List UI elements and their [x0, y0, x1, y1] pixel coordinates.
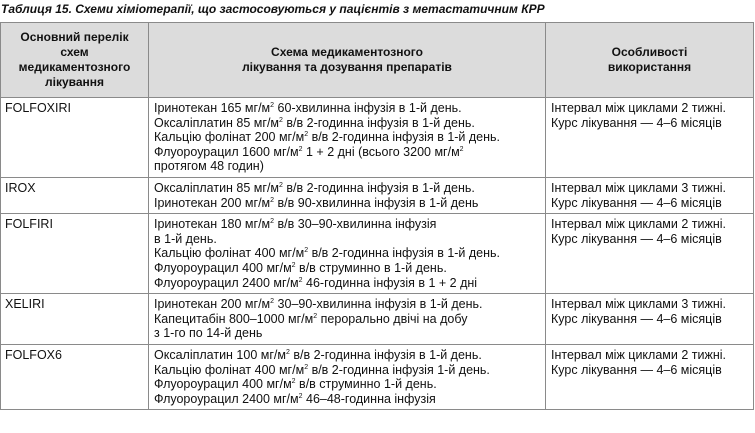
dosing-line: [154, 181, 541, 196]
dosing-line: [154, 348, 541, 363]
table-row: [1, 344, 754, 409]
table-row: [1, 294, 754, 345]
dosing-text: в/в струминно 1-й день.: [295, 377, 437, 392]
dosing-text: в/в 2-годинна інфузія 1-й день.: [308, 362, 490, 377]
header-line: Схема медикаментозного: [271, 45, 423, 59]
table-row: [1, 98, 754, 178]
usage-note-line: Інтервал між циклами 2 тижні.: [551, 347, 726, 362]
unit-exponent: 2: [270, 196, 275, 204]
dosing-line: [154, 246, 541, 261]
dosing-text: в/в 2-годинна інфузія в 1-й день.: [308, 130, 501, 145]
table-body: [1, 98, 754, 410]
unit-exponent: 2: [298, 145, 303, 153]
usage-note-line: Інтервал між циклами 2 тижні.: [551, 101, 726, 115]
usage-note-line: Курс лікування — 4–6 місяців: [551, 311, 722, 326]
header-line: Основний перелік: [20, 30, 129, 44]
table-row: [1, 177, 754, 213]
dosing-text: 30–90-хвилинна інфузія в 1-й день.: [274, 297, 483, 312]
unit-exponent: 2: [313, 312, 318, 320]
usage-notes-cell: [546, 214, 754, 294]
dosing-text: Кальцію фолінат 400 мг/м: [154, 246, 305, 261]
dosing-text: Капецитабін 800–1000 мг/м: [154, 311, 314, 326]
usage-note-line: Курс лікування — 4–6 місяців: [551, 195, 722, 210]
unit-exponent: 2: [298, 392, 303, 400]
dosing-line: [154, 130, 541, 145]
unit-exponent: 2: [304, 363, 309, 371]
header-line: лікування: [44, 75, 105, 89]
dosing-line: [154, 297, 541, 312]
dosing-line: [154, 392, 541, 407]
table-row: [1, 214, 754, 294]
dosing-line: [154, 145, 541, 160]
table-caption: Таблиця 15. Схеми хіміотерапії, що застосовуються у пацієнтів з метастатичним КРР: [1, 2, 545, 16]
unit-exponent: 2: [270, 218, 275, 226]
dosing-line: [154, 116, 541, 131]
unit-exponent: 2: [291, 261, 296, 269]
dosing-text: 46-годинна інфузія в 1 + 2 дні: [302, 275, 478, 290]
dosing-text: 1 + 2 дні (всього 3200 мг/м: [302, 144, 460, 159]
regimen-name: FOLFIRI: [1, 214, 149, 294]
usage-note-line: Курс лікування — 4–6 місяців: [551, 115, 722, 130]
header-usage-notes: [546, 23, 754, 98]
chemotherapy-regimens-table: [0, 22, 754, 410]
dosing-text: в/в 2-годинна інфузія в 1-й день.: [308, 246, 501, 261]
dosing-line: [154, 326, 541, 341]
dosing-text: в/в 2-годинна інфузія в 1-й день.: [289, 347, 482, 362]
header-line: лікування та дозування препаратів: [242, 60, 452, 74]
dosing-cell: [149, 294, 546, 345]
dosing-cell: [149, 214, 546, 294]
unit-exponent: 2: [298, 276, 303, 284]
dosing-text: в 1-й день.: [154, 231, 217, 246]
header-regimen-list: [1, 23, 149, 98]
unit-exponent: 2: [459, 145, 464, 153]
unit-exponent: 2: [270, 102, 275, 109]
regimen-name: FOLFOX6: [1, 344, 149, 409]
dosing-text: в/в 30–90-хвилинна інфузія: [274, 217, 437, 232]
usage-note-line: Інтервал між циклами 3 тижні.: [551, 297, 726, 312]
dosing-text: Флуороурацил 2400 мг/м: [154, 391, 299, 406]
dosing-text: Іринотекан 165 мг/м: [154, 101, 271, 115]
dosing-text: в/в 2-годинна інфузія в 1-й день.: [282, 180, 475, 195]
unit-exponent: 2: [285, 348, 290, 356]
regimen-name: IROX: [1, 177, 149, 213]
dosing-text: Флуороурацил 400 мг/м: [154, 260, 292, 275]
dosing-text: 60-хвилинна інфузія в 1-й день.: [274, 101, 462, 115]
dosing-text: Кальцію фолінат 400 мг/м: [154, 362, 305, 377]
dosing-line: [154, 312, 541, 327]
dosing-text: Оксаліплатин 85 мг/м: [154, 180, 280, 195]
dosing-text: перорально двічі на добу: [317, 311, 468, 326]
dosing-text: з 1-го по 14-й день: [154, 326, 263, 341]
dosing-line: [154, 377, 541, 392]
usage-notes-cell: [546, 344, 754, 409]
dosing-text: Іринотекан 200 мг/м: [154, 195, 271, 210]
header-line: Особливості: [611, 45, 688, 59]
dosing-cell: [149, 344, 546, 409]
dosing-line: [154, 261, 541, 276]
unit-exponent: 2: [304, 131, 309, 139]
dosing-text: в/в 2-годинна інфузія в 1-й день.: [282, 115, 475, 130]
dosing-text: в/в струминно в 1-й день.: [295, 260, 447, 275]
usage-note-line: Інтервал між циклами 2 тижні.: [551, 217, 726, 232]
dosing-text: Іринотекан 200 мг/м: [154, 297, 271, 312]
dosing-line: [154, 101, 541, 116]
dosing-text: Флуороурацил 2400 мг/м: [154, 275, 299, 290]
unit-exponent: 2: [291, 378, 296, 386]
header-line: медикаментозного: [18, 60, 131, 74]
usage-notes-cell: [546, 177, 754, 213]
usage-notes-cell: [546, 98, 754, 178]
dosing-line: [154, 276, 541, 291]
header-dosing-scheme: [149, 23, 546, 98]
dosing-text: Флуороурацил 1600 мг/м: [154, 144, 299, 159]
header-line: використання: [607, 60, 692, 74]
dosing-line: [154, 159, 541, 174]
dosing-line: [154, 196, 541, 211]
usage-notes-cell: [546, 294, 754, 345]
dosing-cell: [149, 177, 546, 213]
dosing-text: в/в 90-хвилинна інфузія в 1-й день: [274, 195, 479, 210]
dosing-text: 46–48-годинна інфузія: [302, 391, 436, 406]
dosing-line: [154, 217, 541, 232]
dosing-text: Оксаліплатин 85 мг/м: [154, 115, 280, 130]
dosing-line: [154, 232, 541, 247]
usage-note-line: Курс лікування — 4–6 місяців: [551, 362, 722, 377]
dosing-line: [154, 363, 541, 378]
dosing-text: Оксаліплатин 100 мг/м: [154, 347, 286, 362]
table-header-row: [1, 23, 754, 98]
dosing-text: Кальцію фолінат 200 мг/м: [154, 130, 305, 145]
dosing-text: Флуороурацил 400 мг/м: [154, 377, 292, 392]
dosing-cell: [149, 98, 546, 178]
usage-note-line: Курс лікування — 4–6 місяців: [551, 231, 722, 246]
usage-note-line: Інтервал між циклами 3 тижні.: [551, 180, 726, 195]
header-line: схем: [60, 45, 89, 59]
unit-exponent: 2: [279, 181, 283, 189]
unit-exponent: 2: [279, 116, 283, 124]
dosing-text: протягом 48 годин): [154, 159, 264, 174]
regimen-name: FOLFOXIRI: [1, 98, 149, 178]
regimen-name: XELIRI: [1, 294, 149, 345]
unit-exponent: 2: [270, 298, 275, 306]
dosing-text: Іринотекан 180 мг/м: [154, 217, 271, 232]
unit-exponent: 2: [304, 247, 309, 255]
